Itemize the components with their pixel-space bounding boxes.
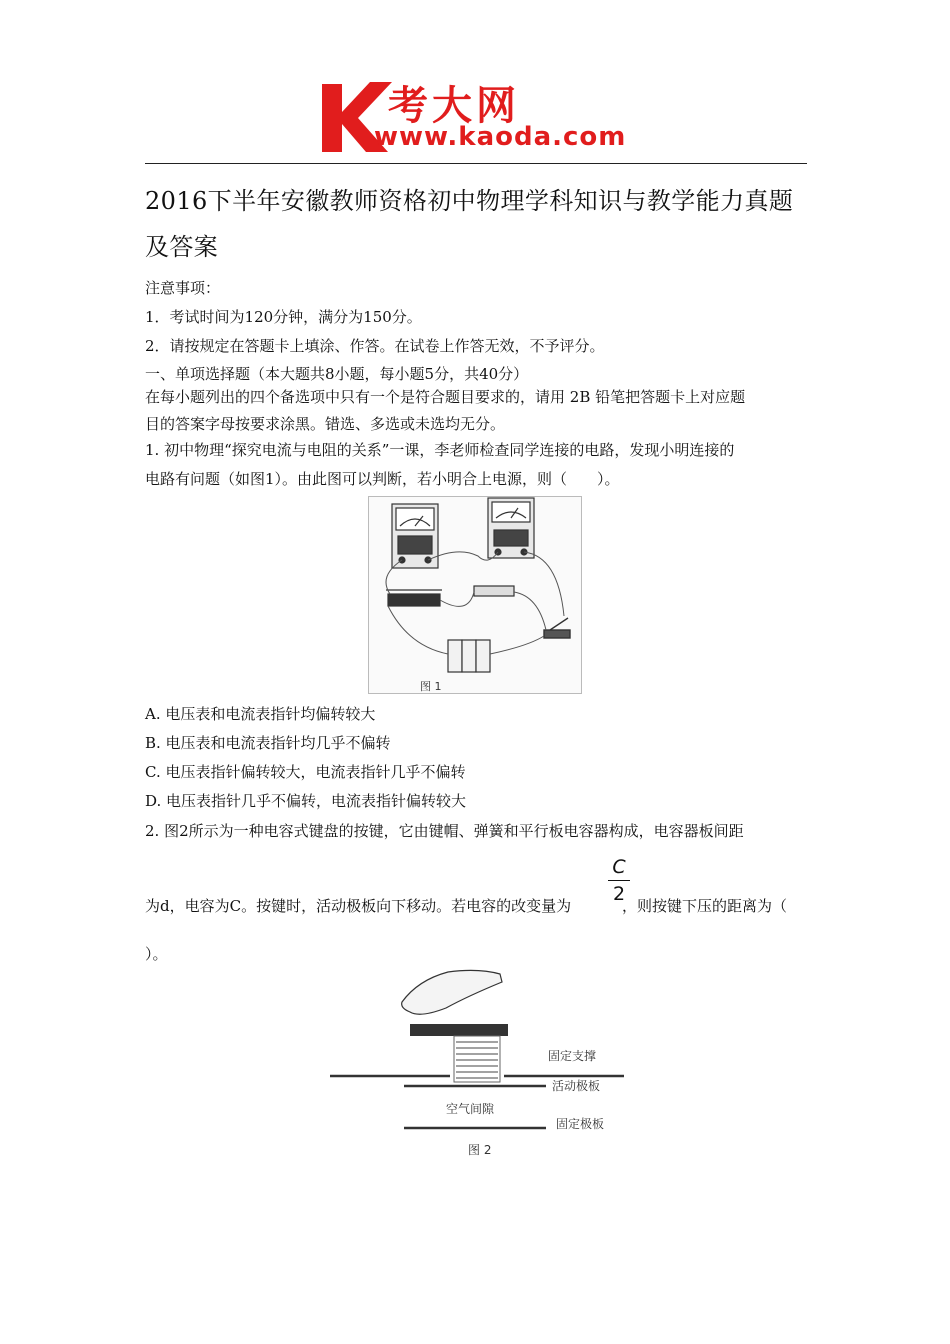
key-cap bbox=[410, 1024, 508, 1036]
spring-icon bbox=[454, 1036, 500, 1082]
figure-2-keyboard-key bbox=[318, 968, 636, 1162]
label-fixed-support: 固定支撑 bbox=[548, 1049, 597, 1063]
figure-1-caption: 图 1 bbox=[420, 680, 442, 693]
battery-icon bbox=[448, 640, 490, 672]
notes-item: 2．请按规定在答题卡上填涂、作答。在试卷上作答无效，不予评分。 bbox=[145, 337, 605, 355]
q1-option-d: D. 电压表指针几乎不偏转，电流表指针偏转较大 bbox=[145, 792, 467, 810]
label-active-plate: 活动极板 bbox=[552, 1079, 601, 1093]
notes-item: 1．考试时间为120分钟，满分为150分。 bbox=[145, 308, 422, 326]
notes-heading: 注意事项： bbox=[145, 279, 221, 297]
resistor-icon bbox=[474, 586, 514, 596]
q2-stem: ）。 bbox=[145, 945, 168, 963]
section-instruction: 目的答案字母按要求涂黑。错选、多选或未选均无分。 bbox=[145, 415, 506, 433]
kaoda-logo bbox=[318, 78, 648, 158]
label-air-gap: 空气间隙 bbox=[446, 1102, 495, 1116]
figure-2-caption: 图 2 bbox=[468, 1143, 492, 1157]
q1-option-a: A. 电压表和电流表指针均偏转较大 bbox=[145, 705, 376, 723]
q1-stem: 电路有问题（如图1）。由此图可以判断，若小明合上电源，则（ ）。 bbox=[145, 470, 620, 488]
page-title: 2016下半年安徽教师资格初中物理学科知识与教学能力真题及答案 bbox=[145, 187, 794, 261]
q1-option-b: B. 电压表和电流表指针均几乎不偏转 bbox=[145, 734, 391, 752]
q2-stem: 为d，电容为C。按键时，活动极板向下移动。若电容的改变量为 bbox=[145, 897, 572, 915]
logo-chinese-name: 考大网 bbox=[388, 83, 520, 129]
section-heading: 一、单项选择题（本大题共8小题，每小题5分，共40分） bbox=[145, 365, 529, 383]
q1-option-c: C. 电压表指针偏转较大，电流表指针几乎不偏转 bbox=[145, 763, 466, 781]
label-fixed-plate: 固定极板 bbox=[556, 1117, 605, 1131]
section-instruction: 在每小题列出的四个备选项中只有一个是符合题目要求的，请用 2B 铅笔把答题卡上对应题 bbox=[145, 388, 746, 406]
q1-stem: 1. 初中物理“探究电流与电阻的关系”一课，李老师检查同学连接的电路，发现小明连接的 bbox=[145, 441, 735, 459]
q2-stem: ，则按键下压的距离为（ bbox=[622, 897, 788, 915]
logo-url: www.kaoda.com bbox=[374, 122, 627, 152]
fraction-denominator: 2 bbox=[612, 883, 626, 905]
figure-1-circuit bbox=[368, 496, 582, 694]
finger-icon bbox=[402, 970, 502, 1014]
header-divider bbox=[145, 163, 807, 164]
q2-stem: 2. 图2所示为一种电容式键盘的按键，它由键帽、弹簧和平行板电容器构成，电容器板间距 bbox=[145, 822, 744, 840]
ammeter-icon bbox=[488, 498, 534, 558]
fraction-numerator: C bbox=[608, 856, 630, 881]
